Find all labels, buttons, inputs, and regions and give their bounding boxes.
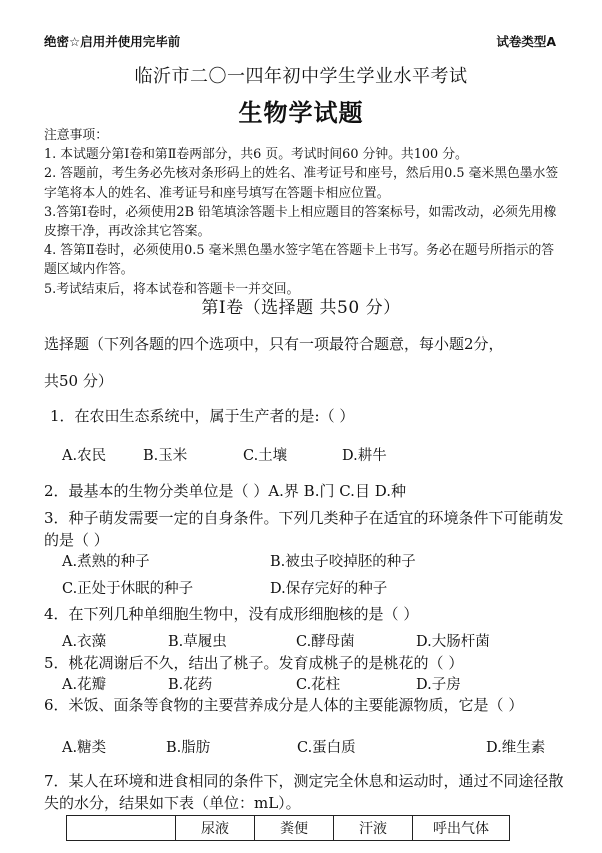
notes-item: 5.考试结束后，将本试卷和答题卡一并交回。 <box>44 281 300 297</box>
question-7-stem: 7．某人在环境和进食相同的条件下，测定完全休息和运动时，通过不同途径散失的水分，结果如下表（单位：mL）。 <box>44 772 564 812</box>
water-loss-table <box>66 815 510 841</box>
q4-option-c: C.酵母菌 <box>296 634 355 650</box>
table-header-cell: 粪便 <box>255 816 334 841</box>
instruction-line: 共50 分） <box>44 372 113 390</box>
table-header-row <box>67 816 510 841</box>
notes-item: 4. 答第Ⅱ卷时，必须使用0.5 毫米黑色墨水签字笔在答题卡上书写。务必在题号所指示的答题区域内作答。 <box>44 243 555 278</box>
question-2-stem: 2．最基本的生物分类单位是（ ）A.界 B.门 C.目 D.种 <box>44 482 406 500</box>
instruction-line: 选择题（下列各题的四个选项中，只有一项最符合题意，每小题2分， <box>44 335 504 353</box>
q3-option-d: D.保存完好的种子 <box>270 581 388 597</box>
q3-option-b: B.被虫子咬掉胚的种子 <box>270 554 416 570</box>
q1-option-d: D.耕牛 <box>342 448 387 464</box>
question-3-stem: 3．种子萌发需要一定的自身条件。下列几类种子在适宜的环境条件下可能萌发的是（ ） <box>44 509 564 549</box>
q5-option-d: D.子房 <box>416 677 461 693</box>
q5-option-b: B.花药 <box>168 677 213 693</box>
table-header-cell: 呼出气体 <box>413 816 510 841</box>
paper-type-label: 试卷类型A <box>496 34 556 49</box>
q5-option-c: C.花柱 <box>296 677 341 693</box>
q5-option-a: A.花瓣 <box>62 677 107 693</box>
q1-option-c: C.土壤 <box>243 448 288 464</box>
q6-option-a: A.糖类 <box>62 740 107 756</box>
q4-option-a: A.衣藻 <box>62 634 107 650</box>
q4-option-d: D.大肠杆菌 <box>416 634 490 650</box>
q6-option-c: C.蛋白质 <box>297 740 356 756</box>
table-header-cell <box>67 816 176 841</box>
section-title: 第Ⅰ卷（选择题 共50 分） <box>201 298 401 318</box>
q6-option-d: D.维生素 <box>486 740 546 756</box>
notes-block <box>44 126 564 299</box>
notes-item: 3.答第Ⅰ卷时，必须使用2B 铅笔填涂答题卡上相应题目的答案标号，如需改动，必须先用橡皮擦干净，再改涂其它答案。 <box>44 204 557 240</box>
question-5-stem: 5．桃花凋谢后不久，结出了桃子。发育成桃子的是桃花的（ ） <box>44 654 464 672</box>
q3-option-a: A.煮熟的种子 <box>62 554 150 570</box>
q1-option-b: B.玉米 <box>143 448 188 464</box>
exam-title: 临沂市二〇一四年初中学生学业水平考试 <box>134 66 468 87</box>
table-header-cell: 汗液 <box>334 816 413 841</box>
q4-option-b: B.草履虫 <box>168 634 227 650</box>
question-1-stem: 1．在农田生态系统中，属于生产者的是:（ ） <box>50 407 355 425</box>
confidential-label: 绝密☆启用并使用完毕前 <box>44 34 181 49</box>
notes-heading: 注意事项： <box>44 128 108 143</box>
q6-option-b: B.脂肪 <box>166 740 211 756</box>
notes-item: 2. 答题前，考生务必先核对条形码上的姓名、准考证号和座号，然后用0.5 毫米黑色墨水签字笔将本人的姓名、准考证号和座号填写在答题卡相应位置。 <box>44 166 559 201</box>
table-header-cell: 尿液 <box>176 816 255 841</box>
q1-option-a: A.农民 <box>62 448 107 464</box>
question-6-stem: 6．米饭、面条等食物的主要营养成分是人体的主要能源物质，它是（ ） <box>44 696 524 714</box>
notes-item: 1. 本试题分第Ⅰ卷和第Ⅱ卷两部分，共6 页。考试时间60 分钟。共100 分。 <box>44 147 468 163</box>
q3-option-c: C.正处于休眠的种子 <box>62 581 194 597</box>
subject-title: 生物学试题 <box>238 99 364 127</box>
question-4-stem: 4．在下列几种单细胞生物中，没有成形细胞核的是（ ） <box>44 605 419 623</box>
